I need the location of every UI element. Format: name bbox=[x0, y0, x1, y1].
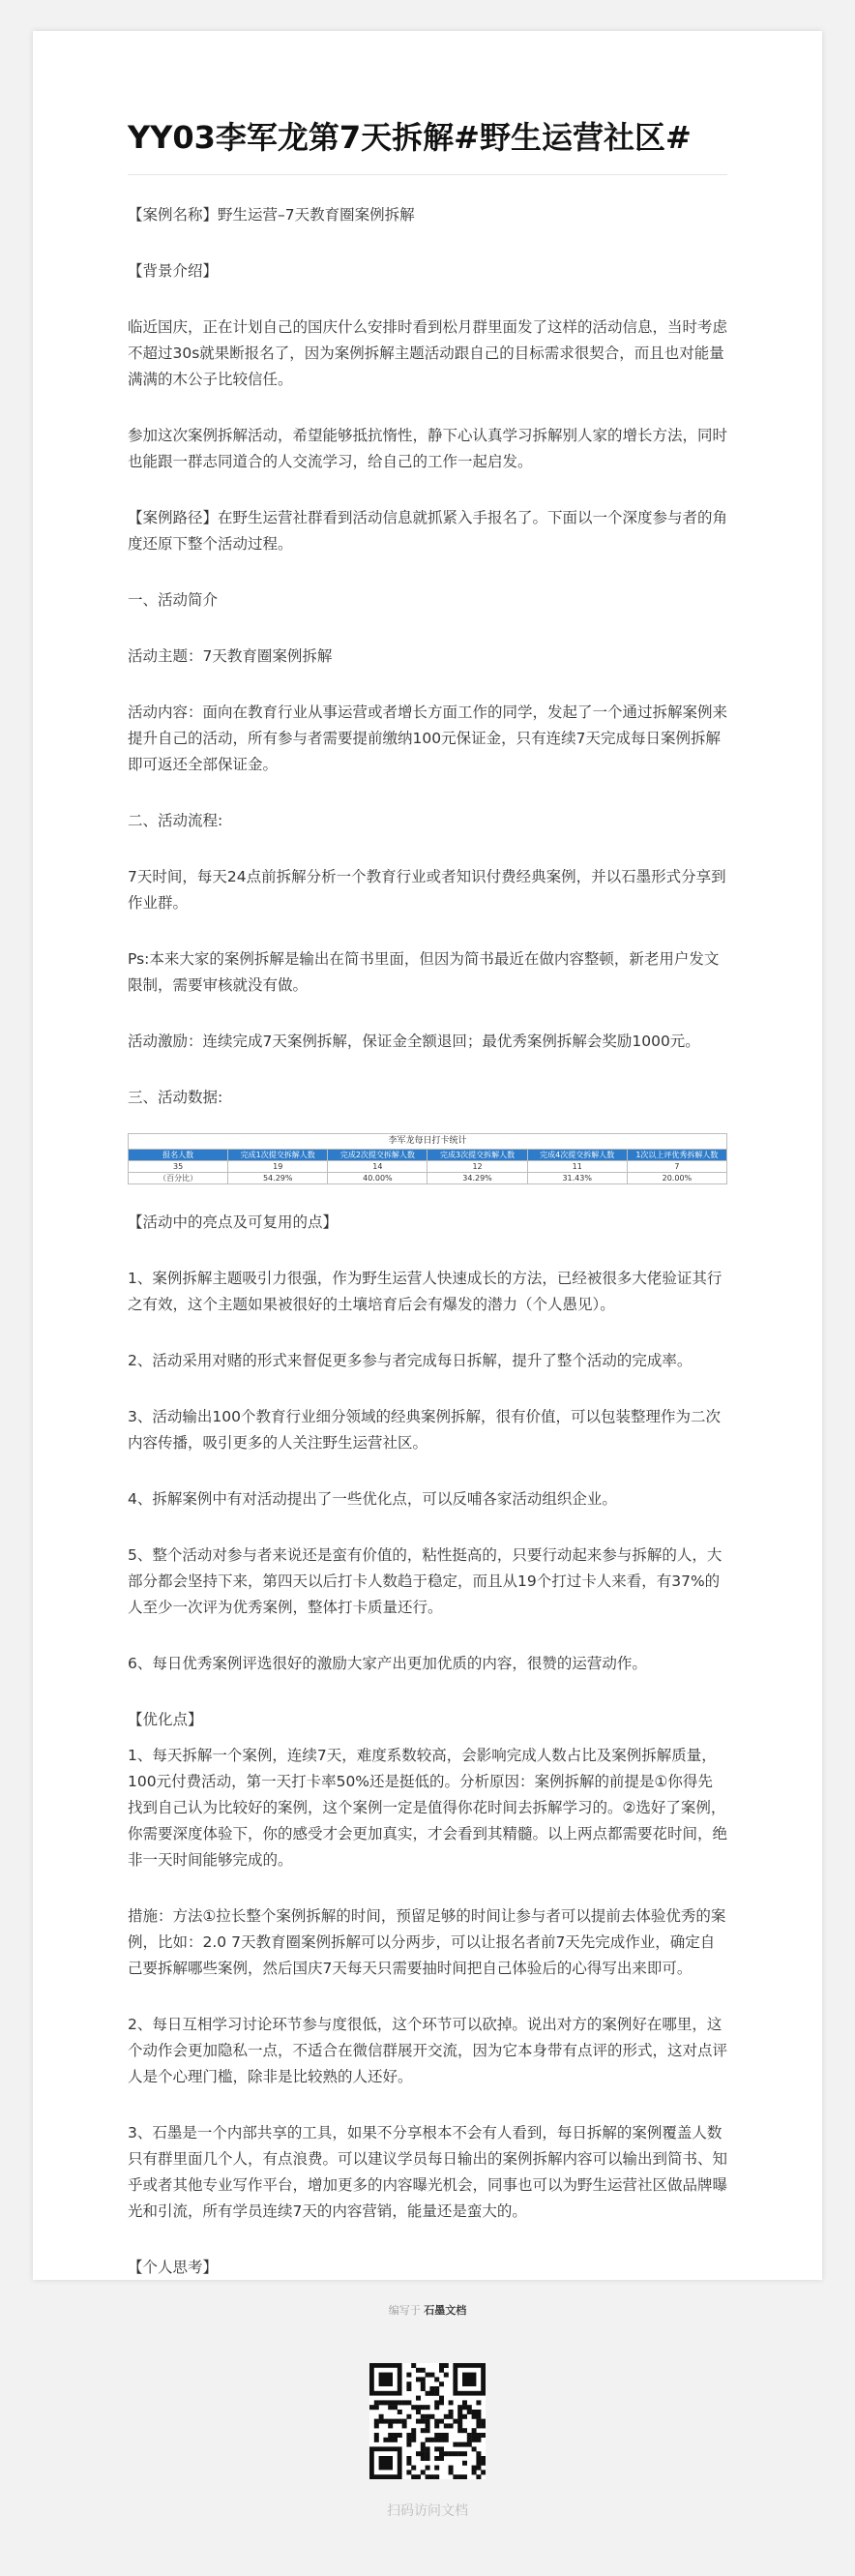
paragraph: 参加这次案例拆解活动，希望能够抵抗惰性，静下心认真学习拆解别人家的增长方法，同时也能跟一群志同道合的人交流学习，给自己的工作一起启发。 bbox=[128, 427, 728, 470]
document-body bbox=[128, 202, 727, 2280]
paragraph: 【案例路径】在野生运营社群看到活动信息就抓紧入手报名了。下面以一个深度参与者的角度还原下整个活动过程。 bbox=[128, 509, 728, 553]
table-cell: 12 bbox=[428, 1161, 527, 1173]
table-row bbox=[129, 1173, 727, 1184]
footer-brand bbox=[0, 2303, 855, 2319]
paragraph: Ps:本来大家的案例拆解是输出在简书里面，但因为简书最近在做内容整顿，新老用户发文限制，需要审核就没有做。 bbox=[128, 950, 720, 994]
table-cell: 40.00% bbox=[328, 1173, 428, 1184]
paragraph: 1、每天拆解一个案例，连续7天，难度系数较高，会影响完成人数占比及案例拆解质量，100元付费活动，第一天打卡率50%还是挺低的。分析原因：案例拆解的前提是①你得先找到自己认为比较好的案例，这个案例一定是值得你花时间去拆解学习的。②选好了案例，你需要深度体验下，你的感受才会更加真实，才会看到其精髓。以上两点都需要花时间，绝非一天时间能够完成的。 bbox=[128, 1747, 728, 1869]
paragraph: 【优化点】 bbox=[128, 1711, 203, 1728]
paragraph: 措施：方法①拉长整个案例拆解的时间，预留足够的时间让参与者可以提前去体验优秀的案例，比如：2.0 7天教育圈案例拆解可以分两步，可以让报名者前7天先完成作业，确定自己要拆解哪些案例，然后国庆7天每天只需要抽时间把自己体验后的心得写出来即可。 bbox=[128, 1907, 726, 1977]
table-cell: （百分比） bbox=[129, 1173, 228, 1184]
paragraph: 1、案例拆解主题吸引力很强，作为野生运营人快速成长的方法，已经被很多大佬验证其行之有效，这个主题如果被很好的土壤培育后会有爆发的潜力（个人愚见）。 bbox=[128, 1270, 722, 1313]
table-caption: 李军龙每日打卡统计 bbox=[128, 1133, 727, 1149]
paragraph: 【背景介绍】 bbox=[128, 262, 219, 280]
paragraph: 三、活动数据: bbox=[128, 1089, 223, 1106]
section-thoughts bbox=[128, 2255, 727, 2280]
scan-label: 扫码访问文档 bbox=[387, 2503, 468, 2519]
paragraph: 2、每日互相学习讨论环节参与度很低，这个环节可以砍掉。说出对方的案例好在哪里，这个动作会更加隐私一点，不适合在微信群展开交流，因为它本身带有点评的形式，这对点评人是个心理门槛，除非是比较熟的人还好。 bbox=[128, 2016, 728, 2085]
table-cell: 54.29% bbox=[228, 1173, 328, 1184]
table-header-cell: 完成3次提交拆解人数 bbox=[428, 1150, 527, 1161]
paragraph: 3、石墨是一个内部共享的工具，如果不分享根本不会有人看到，每日拆解的案例覆盖人数只有群里面几个人，有点浪费。可以建议学员每日输出的案例拆解内容可以输出到简书、知乎或者其他专业写作平台，增加更多的内容曝光机会，同事也可以为野生运营社区做品牌曝光和引流，所有学员连续7天的内容营销，能量还是蛮大的。 bbox=[128, 2124, 728, 2220]
paragraph: 【个人思考】 bbox=[128, 2259, 219, 2276]
table-header-cell: 完成4次提交拆解人数 bbox=[527, 1150, 627, 1161]
table-cell: 14 bbox=[328, 1161, 428, 1173]
paragraph: 4、拆解案例中有对活动提出了一些优化点，可以反哺各家活动组织企业。 bbox=[128, 1490, 617, 1508]
table-cell: 7 bbox=[627, 1161, 726, 1173]
title-divider bbox=[128, 174, 727, 175]
paragraph: 活动主题：7天教育圈案例拆解 bbox=[128, 647, 333, 665]
paragraph: 2、活动采用对赌的形式来督促更多参与者完成每日拆解，提升了整个活动的完成率。 bbox=[128, 1352, 693, 1369]
table-cell: 34.29% bbox=[428, 1173, 527, 1184]
table-cell: 31.43% bbox=[527, 1173, 627, 1184]
section-intro bbox=[128, 202, 727, 1111]
paragraph: 一、活动简介 bbox=[128, 591, 219, 609]
paragraph: 7天时间，每天24点前拆解分析一个教育行业或者知识付费经典案例，并以石墨形式分享到作业群。 bbox=[128, 868, 726, 912]
table-cell: 20.00% bbox=[627, 1173, 726, 1184]
footer-brand-name[interactable]: 石墨文档 bbox=[424, 2304, 467, 2317]
qr-code-icon[interactable] bbox=[369, 2363, 486, 2479]
paragraph: 二、活动流程: bbox=[128, 812, 223, 829]
section-optimization bbox=[128, 1707, 727, 2225]
activity-data-table bbox=[128, 1133, 727, 1184]
footer-prefix: 编写于 bbox=[388, 2304, 421, 2317]
table-cell: 35 bbox=[129, 1161, 228, 1173]
paragraph: 3、活动输出100个教育行业细分领域的经典案例拆解，很有价值，可以包装整理作为二次内容传播，吸引更多的人关注野生运营社区。 bbox=[128, 1408, 721, 1452]
document-title: YY03李军龙第7天拆解#野生运营社区# bbox=[128, 119, 692, 156]
table-header-row bbox=[129, 1150, 727, 1161]
document-card bbox=[33, 31, 822, 2280]
paragraph: 活动内容：面向在教育行业从事运营或者增长方面工作的同学，发起了一个通过拆解案例来提升自己的活动，所有参与者需要提前缴纳100元保证金，只有连续7天完成每日案例拆解即可返还全部保证金。 bbox=[128, 704, 728, 773]
table-row bbox=[129, 1161, 727, 1173]
table-cell: 11 bbox=[527, 1161, 627, 1173]
table-header-cell: 完成1次提交拆解人数 bbox=[228, 1150, 328, 1161]
table-header-cell: 完成2次提交拆解人数 bbox=[328, 1150, 428, 1161]
paragraph: 活动激励：连续完成7天案例拆解，保证金全额退回；最优秀案例拆解会奖励1000元。 bbox=[128, 1033, 700, 1050]
paragraph: 5、整个活动对参与者来说还是蛮有价值的，粘性挺高的，只要行动起来参与拆解的人，大部分都会坚持下来，第四天以后打卡人数趋于稳定，而且从19个打过卡人来看，有37%的人至少一次评为优秀案例，整体打卡质量还行。 bbox=[128, 1546, 722, 1616]
section-highlights bbox=[128, 1210, 727, 1677]
paragraph: 6、每日优秀案例评选很好的激励大家产出更加优质的内容，很赞的运营动作。 bbox=[128, 1655, 647, 1672]
table-cell: 19 bbox=[228, 1161, 328, 1173]
paragraph: 临近国庆，正在计划自己的国庆什么安排时看到松月群里面发了这样的活动信息，当时考虑不超过30s就果断报名了，因为案例拆解主题活动跟自己的目标需求很契合，而且也对能量满满的木公子比较信任。 bbox=[128, 318, 728, 388]
table-body bbox=[129, 1161, 727, 1184]
table-header-cell: 报名人数 bbox=[129, 1150, 228, 1161]
paragraph: 【案例名称】野生运营–7天教育圈案例拆解 bbox=[128, 206, 415, 224]
paragraph: 【活动中的亮点及可复用的点】 bbox=[128, 1213, 339, 1231]
table-header-cell: 1次以上评优秀拆解人数 bbox=[627, 1150, 726, 1161]
